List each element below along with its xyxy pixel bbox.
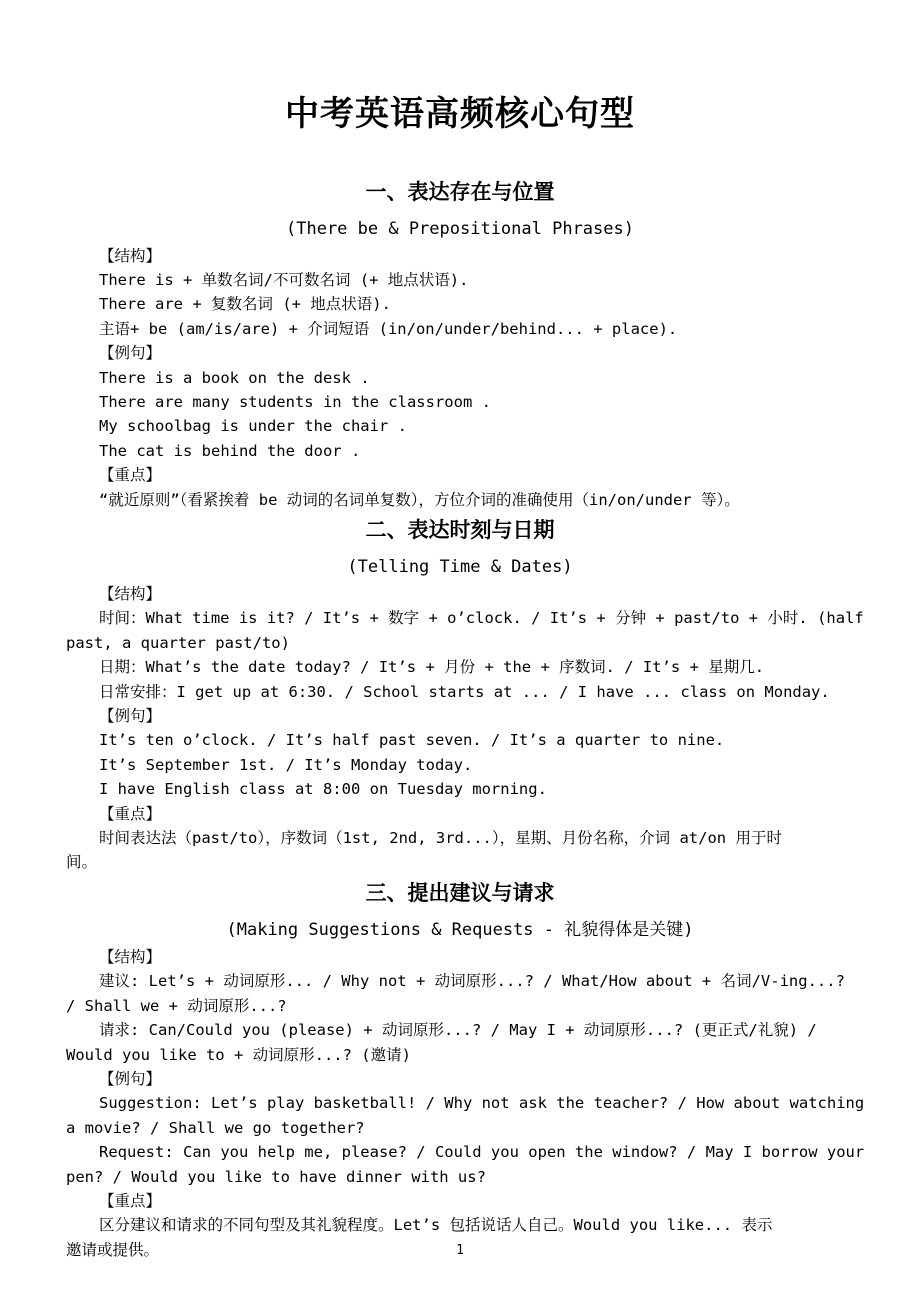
text-line: “就近原则”（看紧挨着 be 动词的名词单复数），方位介词的准确使用（in/on/under 等）。 — [99, 490, 740, 509]
text-line: 【结构】 — [99, 585, 162, 603]
text-line: 时间表达法（past/to），序数词（1st, 2nd, 3rd...），星期、月份名称，介词 at/on 用于时 — [99, 829, 782, 848]
text-line: 【重点】 — [99, 466, 162, 485]
text-line: / Shall we + 动词原形...? — [66, 996, 287, 1015]
section-body — [0, 945, 920, 1262]
section-heading: 二、表达时刻与日期 — [365, 519, 555, 542]
text-line: 请求: Can/Could you (please) + 动词原形...? / May I + 动词原形...? (更正式/礼貌) / — [99, 1021, 817, 1040]
text-line: a movie? / Shall we go together? — [66, 1118, 365, 1137]
text-line: There is + 单数名词/不可数名词 (+ 地点状语). — [99, 270, 469, 289]
text-line: 日期：What’s the date today? / It’s + 月份 + the + 序数词. / It’s + 星期几. — [99, 658, 765, 677]
text-line: 时间：What time is it? / It’s + 数字 + o’clock. / It’s + 分钟 + past/to + 小时. (half — [99, 609, 864, 628]
text-line: pen? / Would you like to have dinner with us? — [66, 1167, 486, 1186]
section-body — [0, 582, 920, 875]
text-line: Would you like to + 动词原形...? (邀请) — [66, 1045, 411, 1064]
text-line: Suggestion: Let’s play basketball! / Why not ask the teacher? / How about watching — [99, 1094, 865, 1113]
sections-container — [0, 182, 920, 1263]
section-heading: 三、提出建议与请求 — [365, 881, 555, 905]
page-title: 中考英语高频核心句型 — [285, 94, 635, 133]
text-line: It’s September 1st. / It’s Monday today. — [99, 755, 473, 774]
text-line: 日常安排：I get up at 6:30. / School starts at ... / I have ... class on Monday. — [99, 682, 830, 701]
text-line: 【重点】 — [99, 804, 162, 823]
text-line: 邀请或提供。 — [66, 1240, 160, 1259]
text-line: past, a quarter past/to) — [66, 633, 290, 652]
text-line: There is a book on the desk . — [99, 368, 370, 387]
page-number: 1 — [456, 1243, 464, 1258]
section-subtitle: (Telling Time & Dates) — [347, 557, 573, 577]
text-line: 【例句】 — [99, 344, 162, 363]
text-line: 【重点】 — [99, 1191, 162, 1210]
text-line: The cat is behind the door . — [99, 441, 361, 460]
text-line: 区分建议和请求的不同句型及其礼貌程度。Let’s 包括说话人自己。Would you like... 表示 — [99, 1216, 773, 1235]
section-subtitle: (There be & Prepositional Phrases) — [286, 218, 634, 239]
text-line: I have English class at 8:00 on Tuesday morning. — [99, 780, 547, 799]
text-line: 【结构】 — [99, 246, 162, 265]
text-line: There are + 复数名词 (+ 地点状语). — [99, 295, 391, 314]
text-line: 【例句】 — [99, 1069, 162, 1088]
text-line: 【结构】 — [99, 947, 162, 966]
text-line: 【例句】 — [99, 707, 162, 726]
section-1 — [0, 182, 920, 512]
section-2 — [0, 520, 920, 875]
text-line: There are many students in the classroom . — [99, 392, 491, 411]
text-line: It’s ten o’clock. / It’s half past seven. / It’s a quarter to nine. — [99, 731, 725, 750]
title-spacer — [0, 154, 920, 174]
text-line: Request: Can you help me, please? / Could you open the window? / May I borrow your — [99, 1143, 865, 1162]
section-subtitle: (Making Suggestions & Requests - 礼貌得体是关键) — [226, 919, 694, 940]
section-3 — [0, 883, 920, 1262]
text-line: 主语+ be (am/is/are) + 介词短语 (in/on/under/behind... + place). — [99, 319, 678, 338]
text-line: 间。 — [66, 853, 98, 872]
section-body — [0, 244, 920, 512]
text-line: 建议: Let’s + 动词原形... / Why not + 动词原形...? / What/How about + 名词/V-ing...? — [99, 972, 845, 991]
text-line: My schoolbag is under the chair . — [99, 417, 407, 436]
section-heading: 一、表达存在与位置 — [365, 180, 555, 204]
